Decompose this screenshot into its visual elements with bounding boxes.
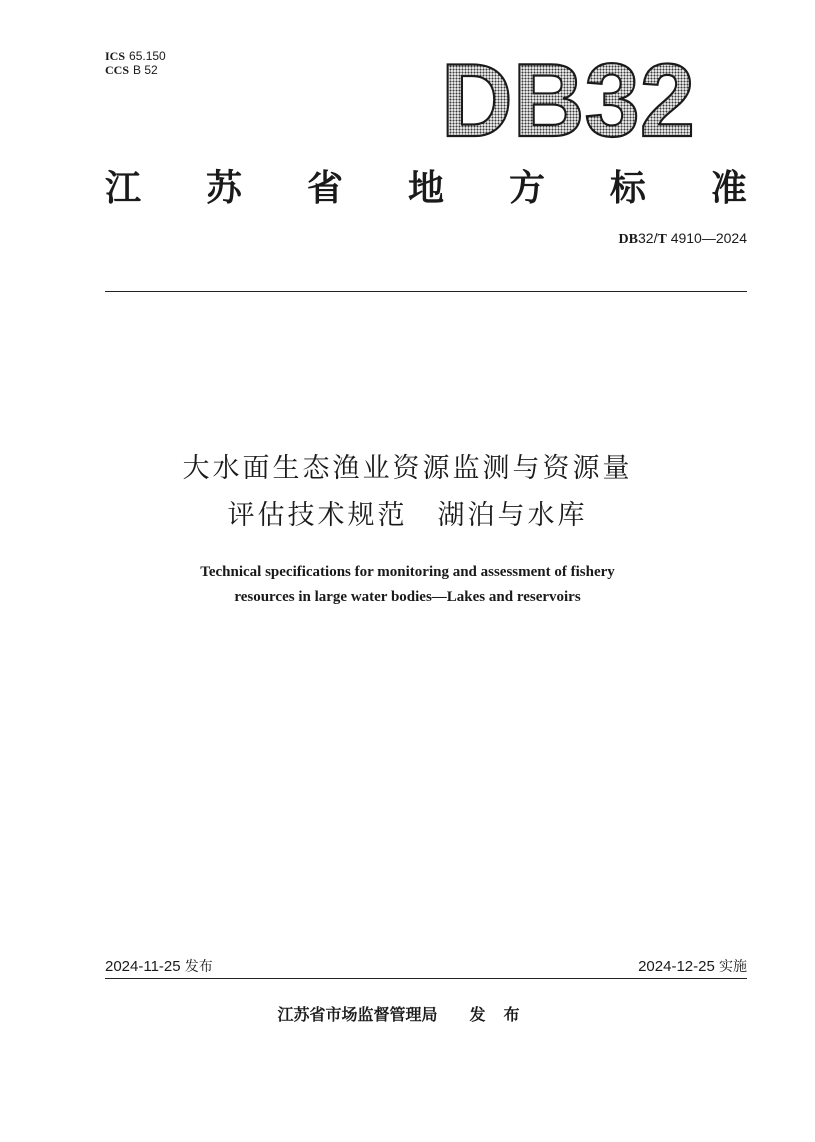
standard-type-char: 准 xyxy=(710,167,747,209)
standard-type-char: 江 xyxy=(105,167,142,209)
top-divider xyxy=(105,291,747,292)
standard-number-code: 32/ xyxy=(638,230,658,246)
publisher xyxy=(0,1002,815,1025)
publisher-name: 江苏省市场监督管理局 xyxy=(277,1005,438,1024)
standard-type-heading xyxy=(105,162,747,208)
standard-number xyxy=(619,230,747,248)
issue-date-value: 2024-11-25 xyxy=(105,958,181,975)
logo-text: DB32 xyxy=(441,50,695,146)
standard-number-prefix: DB xyxy=(618,232,638,247)
ccs-value: B 52 xyxy=(133,63,158,77)
bottom-divider xyxy=(105,978,747,979)
publisher-action: 发布 xyxy=(469,1005,538,1024)
title-en-line2: resources in large water bodies—Lakes and reservoirs xyxy=(234,589,581,605)
issue-date-label: 发布 xyxy=(184,959,213,975)
ics-label: ICS xyxy=(105,49,126,63)
ics-code xyxy=(105,49,166,63)
title-en-line1: Technical specifications for monitoring and assessment of fishery xyxy=(200,564,615,580)
ccs-label: CCS xyxy=(105,63,130,77)
implementation-date-value: 2024-12-25 xyxy=(638,958,715,975)
standard-type-char: 地 xyxy=(407,167,444,209)
standard-type-char: 标 xyxy=(609,167,646,209)
classification-codes xyxy=(105,49,166,77)
db32-logo xyxy=(437,50,699,146)
implementation-date-label: 实施 xyxy=(719,959,747,975)
title-cn-line2: 评估技术规范 湖泊与水库 xyxy=(227,500,588,531)
implementation-date xyxy=(638,956,747,976)
standard-type-char: 苏 xyxy=(205,167,242,209)
title-cn-line1: 大水面生态渔业资源监测与资源量 xyxy=(182,453,633,484)
standard-number-type: T xyxy=(657,232,667,247)
standard-type-char: 方 xyxy=(508,167,545,209)
issue-date xyxy=(105,956,213,976)
ics-value: 65.150 xyxy=(129,49,166,63)
standard-number-rest: 4910—2024 xyxy=(666,230,747,246)
standard-type-char: 省 xyxy=(306,167,343,209)
ccs-code xyxy=(105,63,166,77)
